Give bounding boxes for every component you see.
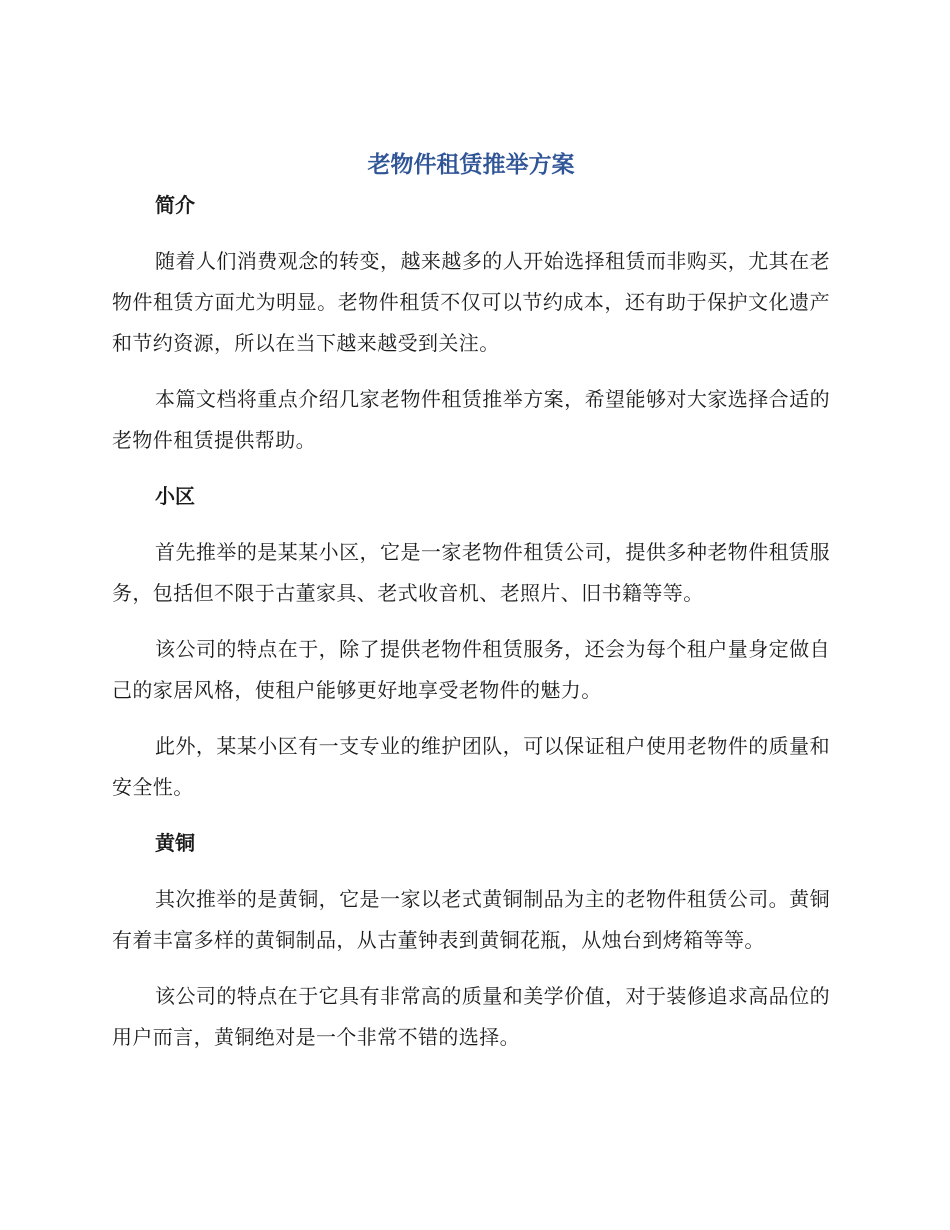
- section-heading-intro: 简介: [155, 193, 195, 217]
- section-heading-community: 小区: [155, 484, 195, 508]
- paragraph: 首先推举的是某某小区，它是一家老物件租赁公司，提供多种老物件租赁服务，包括但不限于古董家具、老式收音机、老照片、旧书籍等等。: [112, 540, 830, 605]
- paragraph: 该公司的特点在于它具有非常高的质量和美学价值，对于装修追求高品位的用户而言，黄铜绝对是一个非常不错的选择。: [112, 984, 830, 1049]
- paragraph: 其次推举的是黄铜，它是一家以老式黄铜制品为主的老物件租赁公司。黄铜有着丰富多样的黄铜制品，从古董钟表到黄铜花瓶，从烛台到烤箱等等。: [112, 887, 830, 952]
- paragraph: 本篇文档将重点介绍几家老物件租赁推举方案，希望能够对大家选择合适的老物件租赁提供帮助。: [112, 387, 830, 452]
- paragraph: 该公司的特点在于，除了提供老物件租赁服务，还会为每个租户量身定做自己的家居风格，使租户能够更好地享受老物件的魅力。: [112, 637, 830, 702]
- paragraph: 随着人们消费观念的转变，越来越多的人开始选择租赁而非购买，尤其在老物件租赁方面尤为明显。老物件租赁不仅可以节约成本，还有助于保护文化遗产和节约资源，所以在当下越来越受到关注。: [112, 249, 830, 355]
- section-heading-brass: 黄铜: [155, 831, 195, 855]
- document-page: [112, 145, 830, 1058]
- paragraph: 此外，某某小区有一支专业的维护团队，可以保证租户使用老物件的质量和安全性。: [112, 734, 830, 799]
- document-title: 老物件租赁推举方案: [367, 152, 575, 178]
